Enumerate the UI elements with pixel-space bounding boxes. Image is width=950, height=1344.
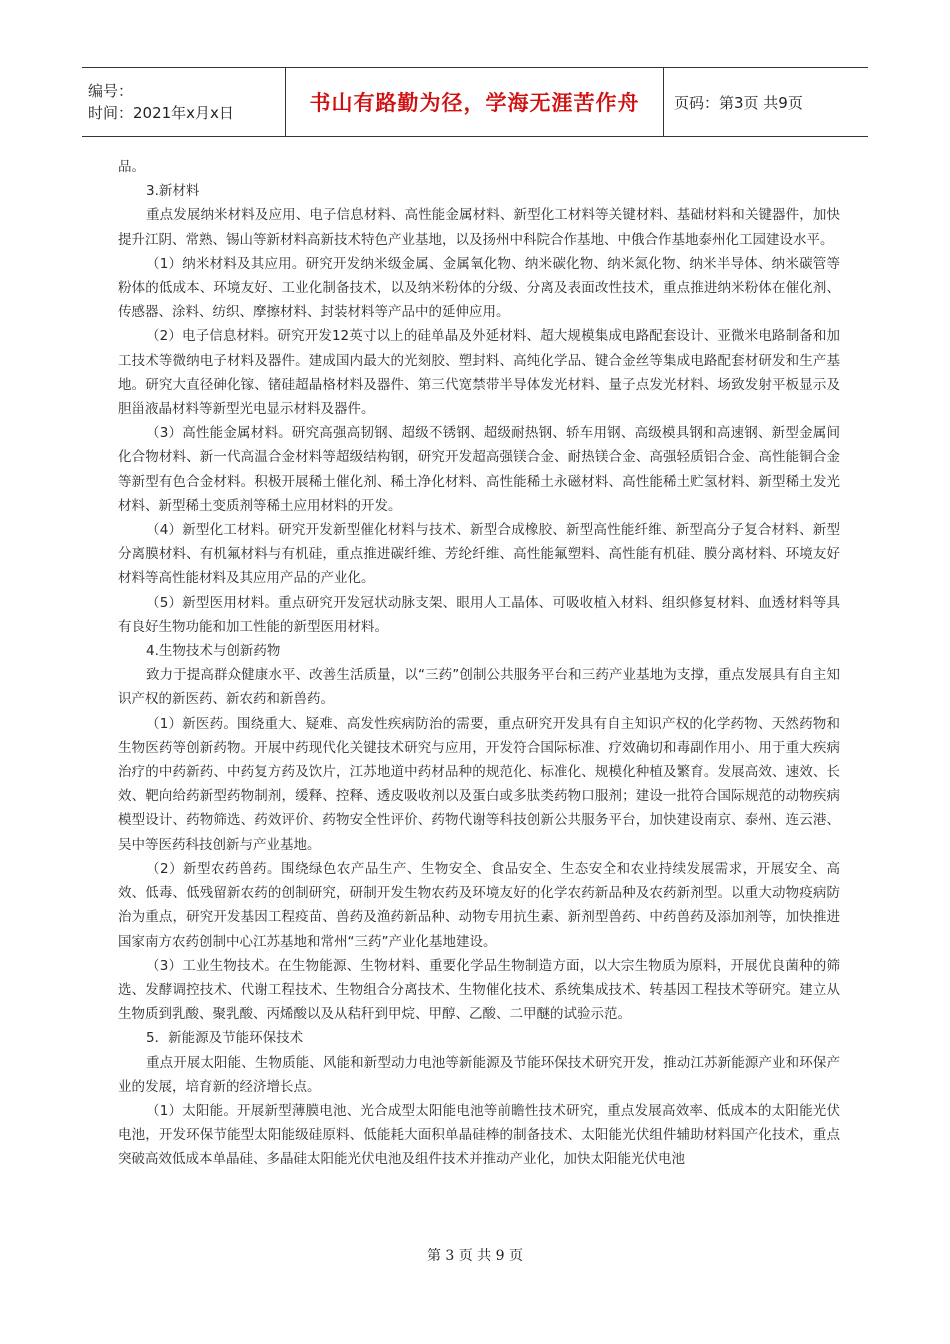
- header-left-cell: [82, 68, 286, 136]
- time-label: 时间：2021年x月x日: [88, 104, 234, 122]
- section-3-item-3: （3）高性能金属材料。研究高强高韧钢、超级不锈钢、超级耐热钢、轿车用钢、高级模具钢和高速钢、新型金属间化合物材料、新一代高温合金材料等超级结构钢，研究开发超高强镁合金、耐热镁合金、高强轻质铝合金、高性能铜合金等新型有色合金材料。积极开展稀土催化剂、稀土净化材料、高性能稀土永磁材料、高性能稀土贮氢材料、新型稀土发光材料、新型稀土变质剂等稀土应用材料的开发。: [118, 425, 840, 514]
- page-label: 页码：第3页 共9页: [674, 93, 803, 112]
- section-5-intro: 重点开展太阳能、生物质能、风能和新型动力电池等新能源及节能环保技术研究开发，推动江苏新能源产业和环保产业的发展，培育新的经济增长点。: [118, 1054, 840, 1095]
- lead-text: 品。: [118, 159, 145, 175]
- section-5-title: 5．新能源及节能环保技术: [146, 1030, 304, 1047]
- section-4-title: 4.生物技术与创新药物: [146, 643, 281, 660]
- section-4-intro: 致力于提高群众健康水平、改善生活质量，以“三药”创制公共服务平台和三药产业基地为支撑，重点发展具有自主知识产权的新医药、新农药和新兽药。: [118, 667, 840, 708]
- section-3-title: 3.新材料: [146, 183, 200, 200]
- number-label: 编号：: [88, 82, 134, 100]
- section-3-item-4: （4）新型化工材料。研究开发新型催化材料与技术、新型合成橡胶、新型高性能纤维、新型高分子复合材料、新型分离膜材料、有机氟材料与有机硅，重点推进碳纤维、芳纶纤维、高性能氟塑料、高性能有机硅、膜分离材料、环境友好材料等高性能材料及其应用产品的产业化。: [118, 522, 840, 587]
- section-4-item-1: （1）新医药。围绕重大、疑难、高发性疾病防治的需要，重点研究开发具有自主知识产权的化学药物、天然药物和生物医药等创新药物。开展中药现代化关键技术研究与应用，开发符合国际标准、疗效确切和毒副作用小、用于重大疾病治疗的中药新药、中药复方药及饮片，江苏地道中药材品种的规范化、标准化、规模化种植及繁育。发展高效、速效、长效、靶向给药新型药物制剂，缓释、控释、透皮吸收剂以及蛋白或多肽类药物口服剂；建设一批符合国际规范的动物疾病模型设计、药物筛选、药效评价、药物安全性评价、药物代谢等科技创新公共服务平台，加快建设南京、泰州、连云港、吴中等医药科技创新与产业基地。: [118, 715, 840, 853]
- section-3-item-2: （2）电子信息材料。研究开发12英寸以上的硅单晶及外延材料、超大规模集成电路配套设计、亚微米电路制备和加工技术等微纳电子材料及器件。建成国内最大的光刻胶、塑封料、高纯化学品、键合金丝等集成电路配套材研发和生产基地。研究大直径砷化镓、锗硅超晶格材料及器件、第三代宽禁带半导体发光材料、量子点发光材料、场致发射平板显示及胆甾液晶材料等新型光电显示材料及器件。: [118, 328, 840, 418]
- page-footer: 第 3 页 共 9 页: [426, 1248, 524, 1264]
- page-header: [82, 67, 868, 137]
- motto-text: 书山有路勤为径，学海无涯苦作舟: [309, 91, 640, 115]
- header-motto-cell: [286, 68, 664, 136]
- header-right-cell: [664, 68, 868, 136]
- section-3-intro: 重点发展纳米材料及应用、电子信息材料、高性能金属材料、新型化工材料等关键材料、基础材料和关键器件，加快提升江阴、常熟、锡山等新材料高新技术特色产业基地，以及扬州中科院合作基地、中俄合作基地泰州化工园建设水平。: [118, 207, 840, 248]
- section-5-item-1: （1）太阳能。开展新型薄膜电池、光合成型太阳能电池等前瞻性技术研究，重点发展高效率、低成本的太阳能光伏电池，开发环保节能型太阳能级硅原料、低能耗大面积单晶硅棒的制备技术、太阳能光伏组件辅助材料国产化技术，重点突破高效低成本单晶硅、多晶硅太阳能光伏电池及组件技术并推动产业化，加快太阳能光伏电池: [118, 1102, 840, 1168]
- section-3-item-5: （5）新型医用材料。重点研究开发冠状动脉支架、眼用人工晶体、可吸收植入材料、组织修复材料、血透材料等具有良好生物功能和加工性能的新型医用材料。: [118, 594, 840, 635]
- section-4-item-3: （3）工业生物技术。在生物能源、生物材料、重要化学品生物制造方面，以大宗生物质为原料，开展优良菌种的筛选、发酵调控技术、代谢工程技术、生物组合分离技术、生物催化技术、系统集成技术、转基因工程技术等研究。建立从生物质到乳酸、聚乳酸、丙烯酸以及从秸秆到甲烷、甲醇、乙酸、二甲醚的试验示范。: [118, 957, 840, 1023]
- section-3-item-1: （1）纳米材料及其应用。研究开发纳米级金属、金属氧化物、纳米碳化物、纳米氮化物、纳米半导体、纳米碳管等粉体的低成本、环境友好、工业化制备技术，以及纳米粉体的分级、分离及表面改性技术，重点推进纳米粉体在催化剂、传感器、涂料、纺织、摩擦材料、封装材料等产品中的延伸应用。: [118, 255, 840, 321]
- document-body: [118, 155, 840, 1172]
- section-4-item-2: （2）新型农药兽药。围绕绿色农产品生产、生物安全、食品安全、生态安全和农业持续发展需求，开展安全、高效、低毒、低残留新农药的创制研究，研制开发生物农药及环境友好的化学农药新品种及农药新剂型。以重大动物疫病防治为重点，研究开发基因工程疫苗、兽药及渔药新品种、动物专用抗生素、新剂型兽药、中药兽药及添加剂等，加快推进国家南方农药创制中心江苏基地和常州“三药”产业化基地建设。: [118, 860, 840, 950]
